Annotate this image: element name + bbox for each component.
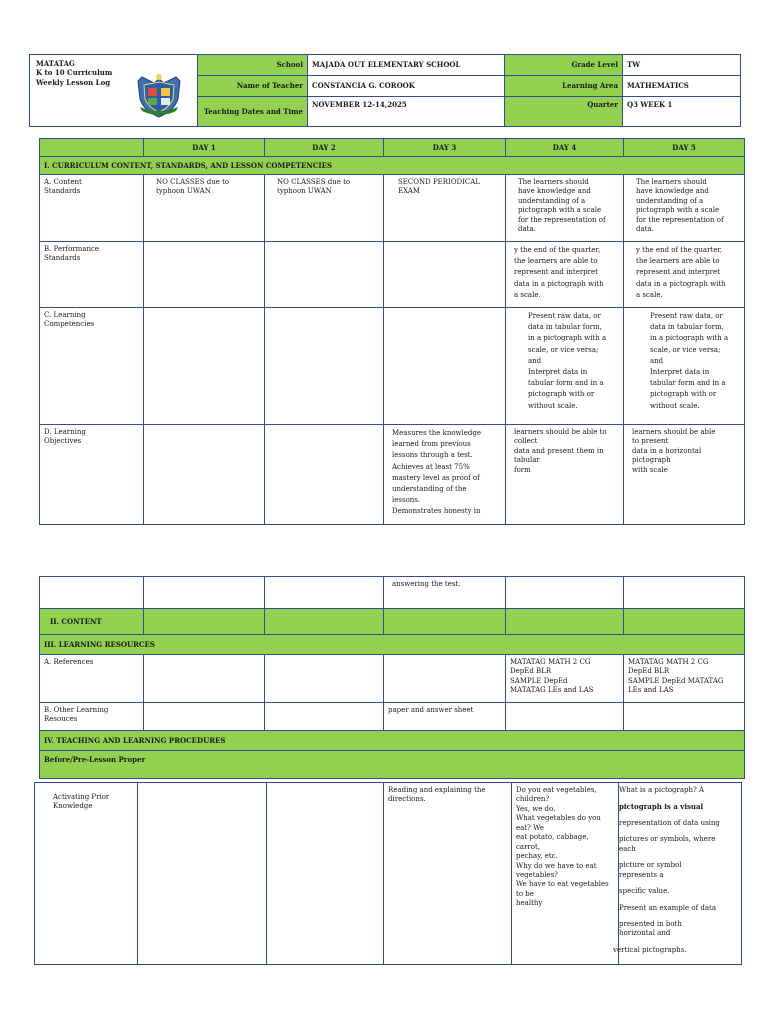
lesson-table-1 xyxy=(39,138,745,525)
cell-day-1: NO CLASSES due to typhoon UWAN xyxy=(144,175,265,242)
cell-day-2 xyxy=(265,655,384,703)
cell-day-2 xyxy=(265,308,384,425)
performance-standards-row xyxy=(40,242,745,308)
section-content: II. CONTENT xyxy=(40,609,144,635)
cell-day-5: MATATAG MATH 2 CG DepEd BLR SAMPLE DepEd MATATAG LEs and LAS xyxy=(624,655,745,703)
dates-value: NOVEMBER 12-14,2025 xyxy=(308,97,505,127)
row-label: A. References xyxy=(40,655,144,703)
cell-day-4 xyxy=(506,577,624,609)
area-label: Learning Area xyxy=(505,76,623,97)
content-day-3 xyxy=(384,609,506,635)
cell-day-5 xyxy=(624,703,745,731)
dates-label: Teaching Dates and Time xyxy=(198,97,308,127)
pictograph-definition-1: pictograph is a visual xyxy=(619,802,704,812)
row-label: B. Performance Standards xyxy=(40,242,144,308)
cell-day-2 xyxy=(265,577,384,609)
deped-seal-logo xyxy=(134,69,184,119)
row-label: D. Learning Objectives xyxy=(40,425,144,525)
lesson-table-2 xyxy=(39,576,745,779)
row-label: Activating Prior Knowledge xyxy=(35,783,138,965)
cell-day-1 xyxy=(144,703,265,731)
content-row xyxy=(40,609,745,635)
cell-day-4: Present raw data, or data in tabular form, in a pictograph with a scale, or vice versa; and Interpret data in tabular form and in a pictograph with or without scale. xyxy=(506,308,624,425)
pictograph-definition-2: representation of data using xyxy=(619,818,720,827)
cell-day-3: SECOND PERIODICAL EXAM xyxy=(384,175,506,242)
cell-day-5 xyxy=(613,783,742,965)
title-line-3: Weekly Lesson Log xyxy=(36,77,111,87)
learning-competencies-row xyxy=(40,308,745,425)
title-line-2: K to 10 Curriculum xyxy=(36,68,113,78)
day-5-header: DAY 5 xyxy=(624,139,745,157)
cell-day-3 xyxy=(384,242,506,308)
content-day-1 xyxy=(144,609,265,635)
quarter-label: Quarter xyxy=(505,97,623,127)
cell-day-4: Do you eat vegetables, children? Yes, we do. What vegetables do you eat? We eat potato, cabbage, carrot, pechay, etc. Why do we have to eat vegetables? We have to eat vegetables to be healthy xyxy=(512,783,619,965)
cell-day-3 xyxy=(384,655,506,703)
content-standards-row xyxy=(40,175,745,242)
cell-day-1 xyxy=(144,655,265,703)
pictograph-example-2: presented in both horizontal and xyxy=(619,919,682,938)
cell-day-5: Present raw data, or data in tabular form, in a pictograph with a scale, or vice versa; and Interpret data in tabular form and in a pictograph with or without scale. xyxy=(624,308,745,425)
cell-day-3: Measures the knowledge learned from previous lessons through a test. Achieves at least 75% mastery level as proof of understanding of the lessons. Demonstrates honesty in xyxy=(384,425,506,525)
pictograph-example-1: Present an example of data xyxy=(619,903,717,912)
other-resources-row xyxy=(40,703,745,731)
cell-day-5: learners should be able to present data in a horizontal pictograph with scale xyxy=(624,425,745,525)
pictograph-definition-5: specific value. xyxy=(619,887,670,896)
cell-day-3: paper and answer sheet xyxy=(384,703,506,731)
pictograph-question: What is a pictograph? A xyxy=(619,786,705,794)
cell-day-2 xyxy=(265,425,384,525)
section-resources: III. LEARNING RESOURCES xyxy=(40,635,745,655)
pictograph-example-3: vertical pictographs. xyxy=(613,945,687,954)
cell-day-3: answering the test. xyxy=(384,577,506,609)
cell-day-5 xyxy=(624,577,745,609)
school-label: School xyxy=(198,55,308,76)
cell-day-2 xyxy=(265,242,384,308)
cell-day-1 xyxy=(144,577,265,609)
header-title-cell xyxy=(30,55,198,127)
cell-day-5: The learners should have knowledge and understanding of a pictograph with a scale for the representation of data. xyxy=(624,175,745,242)
day-2-header: DAY 2 xyxy=(265,139,384,157)
teacher-label: Name of Teacher xyxy=(198,76,308,97)
cell-day-4: learners should be able to collect data and present them in tabular form xyxy=(506,425,624,525)
row-label: C. Learning Competencies xyxy=(40,308,144,425)
content-day-4 xyxy=(506,609,624,635)
cell-day-1 xyxy=(138,783,267,965)
cell-day-5: y the end of the quarter, the learners are able to represent and interpret data in a pictograph with a scale. xyxy=(624,242,745,308)
cell-day-4: The learners should have knowledge and understanding of a pictograph with a scale for the representation of data. xyxy=(506,175,624,242)
cell-day-2: NO CLASSES due to typhoon UWAN xyxy=(265,175,384,242)
cell-day-2 xyxy=(267,783,384,965)
day-1-header: DAY 1 xyxy=(144,139,265,157)
day-4-header: DAY 4 xyxy=(506,139,624,157)
activating-prior-knowledge-row xyxy=(35,783,742,965)
quarter-value: Q3 WEEK 1 xyxy=(623,97,741,127)
cell-day-3 xyxy=(384,308,506,425)
title-line-1: MATATAG xyxy=(36,59,75,68)
cell-day-4: MATATAG MATH 2 CG DepEd BLR SAMPLE DepEd MATATAG LEs and LAS xyxy=(506,655,624,703)
grade-label: Grade Level xyxy=(505,55,623,76)
days-header-row xyxy=(40,139,745,157)
teacher-value: CONSTANCIA G. COROOK xyxy=(308,76,505,97)
objectives-continued-row xyxy=(40,577,745,609)
row-label xyxy=(40,577,144,609)
content-day-5 xyxy=(624,609,745,635)
header-block xyxy=(29,54,741,127)
grade-value: TW xyxy=(623,55,741,76)
cell-day-1 xyxy=(144,425,265,525)
content-day-2 xyxy=(265,609,384,635)
cell-day-3: Reading and explaining the directions. xyxy=(384,783,512,965)
cell-day-4 xyxy=(506,703,624,731)
school-value: MAJADA OUT ELEMENTARY SCHOOL xyxy=(308,55,505,76)
area-value: MATHEMATICS xyxy=(623,76,741,97)
row-label: A. Content Standards xyxy=(40,175,144,242)
cell-day-1 xyxy=(144,242,265,308)
cell-day-1 xyxy=(144,308,265,425)
section-before: Before/Pre-Lesson Proper xyxy=(40,751,745,779)
cell-day-2 xyxy=(265,703,384,731)
row-label: B. Other Learning Resouces xyxy=(40,703,144,731)
section-procedures: IV. TEACHING AND LEARNING PROCEDURES xyxy=(40,731,745,751)
learning-objectives-row xyxy=(40,425,745,525)
pictograph-definition-4: picture or symbol represents a xyxy=(619,861,682,879)
section-curriculum: I. CURRICULUM CONTENT, STANDARDS, AND LESSON COMPETENCIES xyxy=(40,157,745,175)
pictograph-definition-3: pictures or symbols, where each xyxy=(619,835,716,853)
cell-day-4: y the end of the quarter, the learners are able to represent and interpret data in a pictograph with a scale. xyxy=(506,242,624,308)
activating-table xyxy=(34,782,742,965)
references-row xyxy=(40,655,745,703)
day-3-header: DAY 3 xyxy=(384,139,506,157)
days-corner-cell xyxy=(40,139,144,157)
